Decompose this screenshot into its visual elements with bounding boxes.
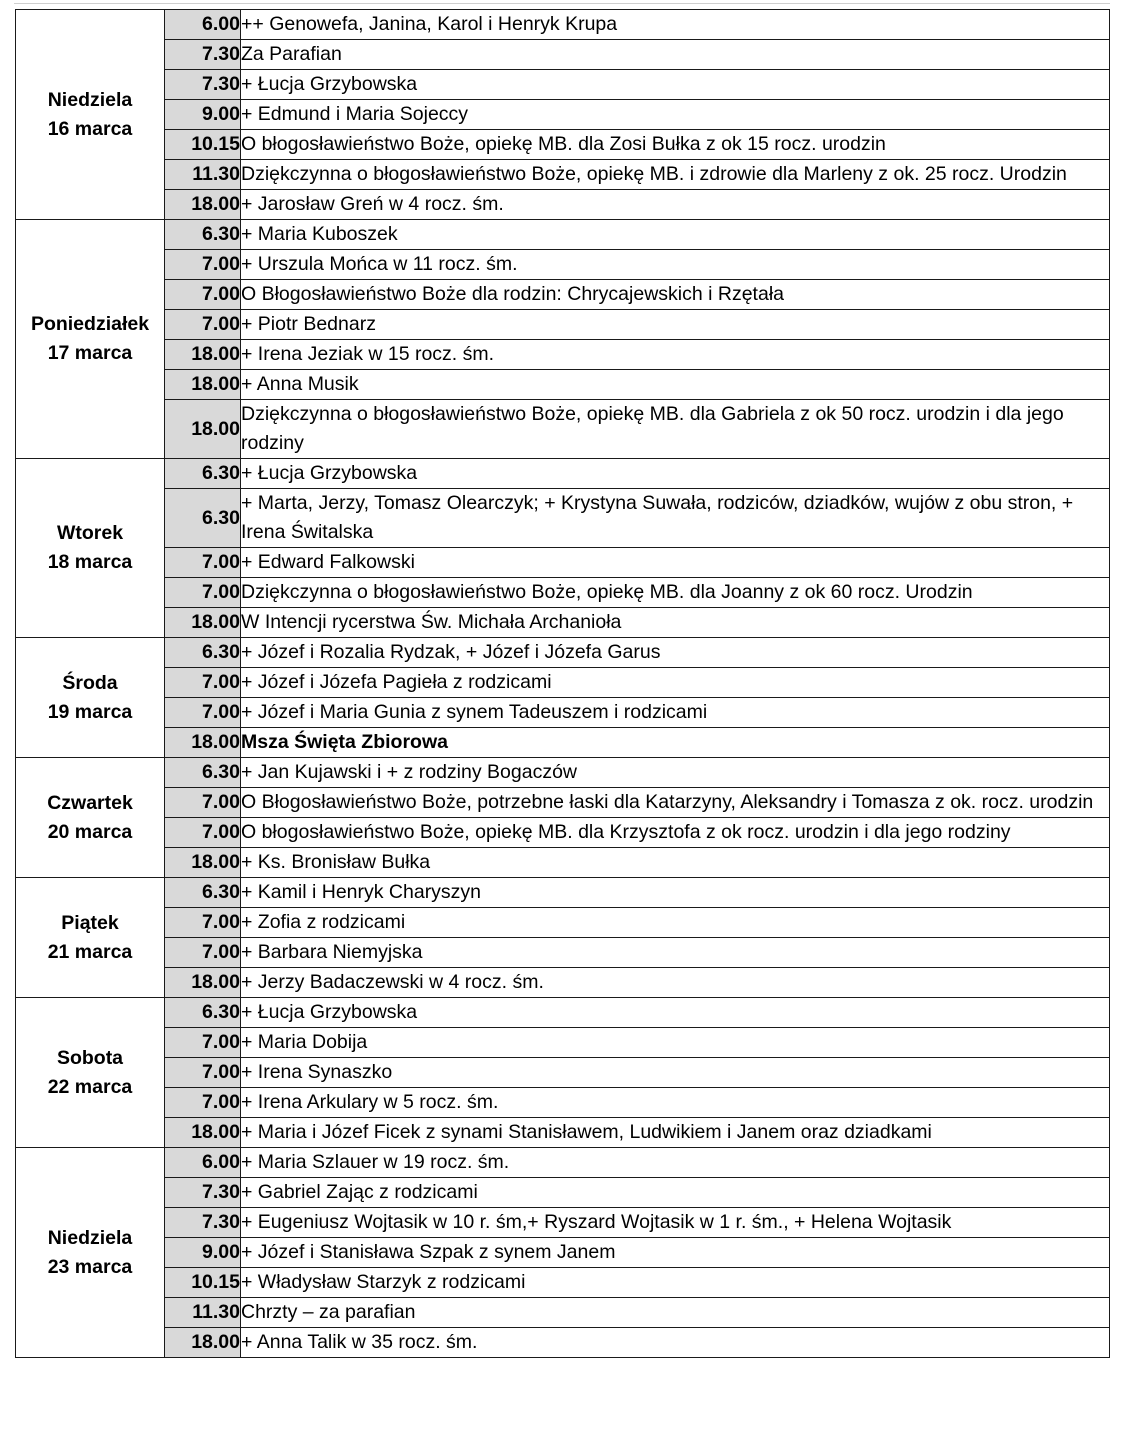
mass-intention: + Anna Musik [241,370,1110,400]
mass-time: 9.00 [165,1238,241,1268]
mass-time: 6.00 [165,1148,241,1178]
day-name: Poniedziałek [30,313,150,335]
day-date: 16 marca [47,117,133,140]
mass-row [16,578,1110,608]
mass-intention: + Maria Kuboszek [241,220,1110,250]
mass-time: 18.00 [165,370,241,400]
mass-intention: + Jerzy Badaczewski w 4 rocz. śm. [241,968,1110,998]
mass-row [16,160,1110,190]
mass-row [16,1298,1110,1328]
mass-row [16,1238,1110,1268]
mass-intention: O Błogosławieństwo Boże dla rodzin: Chrycajewskich i Rzętała [241,280,1110,310]
mass-time: 18.00 [165,608,241,638]
day-date: 22 marca [47,1075,133,1098]
mass-intention: Dziękczynna o błogosławieństwo Boże, opiekę MB. i zdrowie dla Marleny z ok. 25 rocz. Urodzin [241,160,1110,190]
mass-time: 7.00 [165,818,241,848]
day-name: Środa [62,671,118,694]
mass-intention: W Intencji rycerstwa Św. Michała Archanioła [241,608,1110,638]
mass-intention: + Ks. Bronisław Bułka [241,848,1110,878]
mass-row [16,1118,1110,1148]
mass-intention: O błogosławieństwo Boże, opiekę MB. dla Krzysztofa z ok rocz. urodzin i dla jego rodziny [241,818,1110,848]
mass-row [16,1148,1110,1178]
mass-intention: + Jan Kujawski i + z rodziny Bogaczów [241,758,1110,788]
day-name: Czwartek [47,791,133,814]
mass-time: 11.30 [165,160,241,190]
mass-row [16,370,1110,400]
mass-row [16,818,1110,848]
day-date: 18 marca [47,551,133,573]
mass-time: 7.00 [165,310,241,340]
mass-intention: + Eugeniusz Wojtasik w 10 r. śm,+ Ryszard Wojtasik w 1 r. śm., + Helena Wojtasik [241,1208,1110,1238]
mass-time: 18.00 [165,848,241,878]
top-rule [14,3,1110,4]
mass-row [16,459,1110,489]
mass-intention: O Błogosławieństwo Boże, potrzebne łaski dla Katarzyny, Aleksandry i Tomasza z ok. rocz. urodzin [241,788,1110,818]
mass-row [16,489,1110,548]
mass-time: 9.00 [165,100,241,130]
mass-intention: + Irena Synaszko [241,1058,1110,1088]
mass-row [16,1208,1110,1238]
mass-intention: + Barbara Niemyjska [241,938,1110,968]
mass-intention: + Maria Dobija [241,1028,1110,1058]
mass-intention: + Jarosław Greń w 4 rocz. śm. [241,190,1110,220]
mass-time: 10.15 [165,130,241,160]
mass-time: 10.15 [165,1268,241,1298]
day-date: 21 marca [47,940,133,963]
mass-intention: O błogosławieństwo Boże, opiekę MB. dla Zosi Bułka z ok 15 rocz. urodzin [241,130,1110,160]
mass-time: 7.00 [165,698,241,728]
mass-row [16,190,1110,220]
mass-intention: ++ Genowefa, Janina, Karol i Henryk Krupa [241,10,1110,40]
mass-time: 11.30 [165,1298,241,1328]
mass-intention: + Maria Szlauer w 19 rocz. śm. [241,1148,1110,1178]
mass-row [16,340,1110,370]
day-date: 17 marca [47,342,133,364]
mass-intention: + Józef i Rozalia Rydzak, + Józef i Józefa Garus [241,638,1110,668]
day-name: Sobota [56,1046,124,1069]
mass-time: 7.00 [165,668,241,698]
day-name: Niedziela [47,1226,133,1249]
mass-row [16,1268,1110,1298]
mass-intention: + Maria i Józef Ficek z synami Stanisławem, Ludwikiem i Janem oraz dziadkami [241,1118,1110,1148]
mass-row [16,1328,1110,1358]
mass-row [16,70,1110,100]
mass-time: 7.00 [165,788,241,818]
mass-time: 6.30 [165,638,241,668]
mass-time: 7.30 [165,1178,241,1208]
mass-time: 18.00 [165,968,241,998]
mass-time: 6.30 [165,459,241,489]
day-cell [16,998,165,1148]
mass-intention: + Piotr Bednarz [241,310,1110,340]
mass-time: 6.30 [165,758,241,788]
mass-intention: + Edmund i Maria Sojeccy [241,100,1110,130]
mass-row [16,938,1110,968]
mass-time: 6.30 [165,878,241,908]
day-cell [16,10,165,220]
mass-intention: + Marta, Jerzy, Tomasz Olearczyk; + Krystyna Suwała, rodziców, dziadków, wujów z obu stron, + Irena Świtalska [241,489,1110,548]
mass-intention: + Gabriel Zając z rodzicami [241,1178,1110,1208]
mass-intention: + Łucja Grzybowska [241,459,1110,489]
day-date: 19 marca [47,700,133,723]
schedule-body [16,10,1110,1358]
mass-row [16,100,1110,130]
mass-time: 18.00 [165,190,241,220]
day-cell [16,1148,165,1358]
mass-intention: + Irena Jeziak w 15 rocz. śm. [241,340,1110,370]
mass-intention: + Zofia z rodzicami [241,908,1110,938]
mass-row [16,968,1110,998]
mass-time: 7.00 [165,908,241,938]
mass-intention: + Urszula Mońca w 11 rocz. śm. [241,250,1110,280]
mass-time: 6.30 [165,489,241,548]
day-cell [16,220,165,459]
mass-intention: + Łucja Grzybowska [241,998,1110,1028]
mass-intention: + Józef i Józefa Pagieła z rodzicami [241,668,1110,698]
mass-time: 6.00 [165,10,241,40]
mass-intention: + Józef i Maria Gunia z synem Tadeuszem i rodzicami [241,698,1110,728]
mass-time: 7.00 [165,548,241,578]
mass-time: 7.00 [165,1028,241,1058]
mass-row [16,878,1110,908]
mass-intention: Chrzty – za parafian [241,1298,1110,1328]
day-name: Niedziela [47,88,133,111]
mass-intention: + Kamil i Henryk Charyszyn [241,878,1110,908]
mass-intention: + Irena Arkulary w 5 rocz. śm. [241,1088,1110,1118]
mass-row [16,1178,1110,1208]
mass-row [16,728,1110,758]
day-cell [16,758,165,878]
mass-intention: + Anna Talik w 35 rocz. śm. [241,1328,1110,1358]
mass-time: 7.30 [165,1208,241,1238]
mass-row [16,220,1110,250]
day-name: Wtorek [56,522,124,544]
mass-time: 6.30 [165,220,241,250]
mass-time: 7.00 [165,280,241,310]
mass-row [16,848,1110,878]
day-cell [16,878,165,998]
mass-row [16,908,1110,938]
mass-time: 18.00 [165,400,241,459]
mass-time: 18.00 [165,728,241,758]
mass-intention: + Łucja Grzybowska [241,70,1110,100]
mass-intention: Msza Święta Zbiorowa [241,728,1110,758]
mass-time: 7.00 [165,938,241,968]
mass-row [16,608,1110,638]
mass-row [16,668,1110,698]
mass-row [16,10,1110,40]
mass-time: 18.00 [165,1118,241,1148]
mass-row [16,788,1110,818]
mass-schedule-table [15,9,1110,1358]
mass-time: 7.00 [165,1058,241,1088]
day-date: 20 marca [47,820,133,843]
mass-row [16,250,1110,280]
day-date: 23 marca [47,1255,133,1278]
mass-row [16,548,1110,578]
mass-time: 7.30 [165,40,241,70]
mass-intention: + Władysław Starzyk z rodzicami [241,1268,1110,1298]
mass-time: 7.00 [165,250,241,280]
mass-row [16,130,1110,160]
mass-intention: + Edward Falkowski [241,548,1110,578]
mass-row [16,758,1110,788]
mass-row [16,698,1110,728]
mass-time: 18.00 [165,1328,241,1358]
mass-intention: Za Parafian [241,40,1110,70]
mass-row [16,280,1110,310]
mass-time: 7.30 [165,70,241,100]
mass-intention: Dziękczynna o błogosławieństwo Boże, opiekę MB. dla Joanny z ok 60 rocz. Urodzin [241,578,1110,608]
mass-row [16,40,1110,70]
mass-row [16,310,1110,340]
mass-row [16,998,1110,1028]
day-cell [16,459,165,638]
mass-intention: + Józef i Stanisława Szpak z synem Janem [241,1238,1110,1268]
mass-intention: Dziękczynna o błogosławieństwo Boże, opiekę MB. dla Gabriela z ok 50 rocz. urodzin i dla jego rodziny [241,400,1110,459]
mass-time: 18.00 [165,340,241,370]
day-name: Piątek [61,911,119,934]
mass-row [16,1088,1110,1118]
mass-time: 7.00 [165,1088,241,1118]
mass-time: 7.00 [165,578,241,608]
mass-row [16,400,1110,459]
mass-time: 6.30 [165,998,241,1028]
day-cell [16,638,165,758]
mass-row [16,638,1110,668]
mass-row [16,1058,1110,1088]
mass-row [16,1028,1110,1058]
